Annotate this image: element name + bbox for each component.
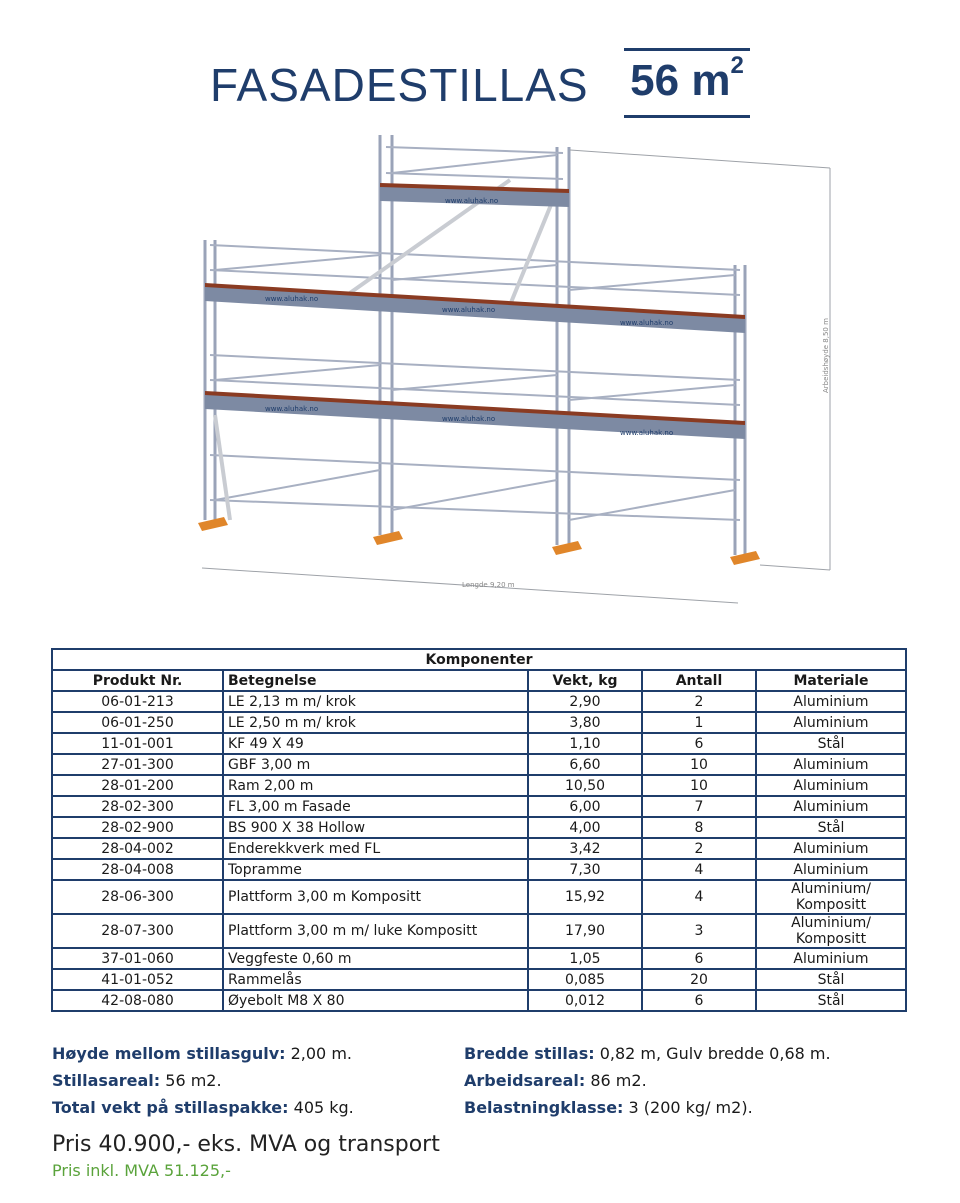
components-table [51, 648, 907, 1012]
table-cell: 37-01-060 [52, 948, 223, 969]
col-header: Antall [642, 670, 756, 691]
table-cell: 4 [642, 880, 756, 914]
table-cell: 2 [642, 691, 756, 712]
table-cell: 8 [642, 817, 756, 838]
table-row [52, 969, 906, 990]
length-label: Lengde 9,20 m [462, 581, 515, 589]
table-cell: 6 [642, 948, 756, 969]
table-row [52, 914, 906, 948]
scaffold-drawing [190, 125, 850, 620]
table-cell: Stål [756, 817, 906, 838]
table-cell: 28-02-300 [52, 796, 223, 817]
spec-line [464, 1094, 831, 1121]
table-cell: 10 [642, 754, 756, 775]
table-cell: Aluminium [756, 691, 906, 712]
table-cell: 1 [642, 712, 756, 733]
table-row [52, 691, 906, 712]
table-cell: 4,00 [528, 817, 642, 838]
col-header: Produkt Nr. [52, 670, 223, 691]
table-cell: Stål [756, 733, 906, 754]
table-cell: Stål [756, 969, 906, 990]
table-cell: 28-02-900 [52, 817, 223, 838]
table-cell: 10 [642, 775, 756, 796]
spec-value: 2,00 m. [285, 1044, 352, 1063]
table-cell: 6,60 [528, 754, 642, 775]
table-cell: Aluminium [756, 948, 906, 969]
specs-right [464, 1040, 831, 1121]
spec-value: 3 (200 kg/ m2). [623, 1098, 753, 1117]
table-cell: 0,012 [528, 990, 642, 1011]
table-cell: 15,92 [528, 880, 642, 914]
table-cell: Øyebolt M8 X 80 [223, 990, 528, 1011]
table-cell: 20 [642, 969, 756, 990]
table-cell: Aluminium/ Kompositt [756, 914, 906, 948]
spec-value: 56 m2. [160, 1071, 222, 1090]
table-cell: 1,10 [528, 733, 642, 754]
spec-value: 405 kg. [288, 1098, 354, 1117]
brand-label: www.aluhak.no [445, 197, 499, 205]
table-row [52, 775, 906, 796]
table-cell: 2 [642, 838, 756, 859]
spec-value: 86 m2. [585, 1071, 647, 1090]
spec-line [52, 1094, 354, 1121]
spec-line [464, 1067, 831, 1094]
table-cell: 7 [642, 796, 756, 817]
brand-label: www.aluhak.no [442, 306, 496, 314]
table-cell: BS 900 X 38 Hollow [223, 817, 528, 838]
brand-label: www.aluhak.no [265, 405, 319, 413]
table-cell: 42-08-080 [52, 990, 223, 1011]
col-header: Materiale [756, 670, 906, 691]
spec-line [52, 1040, 354, 1067]
table-cell: Plattform 3,00 m Kompositt [223, 880, 528, 914]
table-cell: 0,085 [528, 969, 642, 990]
table-cell: Aluminium/ Kompositt [756, 880, 906, 914]
table-cell: 28-01-200 [52, 775, 223, 796]
table-cell: 4 [642, 859, 756, 880]
table-cell: 7,30 [528, 859, 642, 880]
table-cell: 10,50 [528, 775, 642, 796]
table-cell: 41-01-052 [52, 969, 223, 990]
table-cell: 1,05 [528, 948, 642, 969]
table-cell: Aluminium [756, 796, 906, 817]
table-cell: FL 3,00 m Fasade [223, 796, 528, 817]
table-cell: 28-07-300 [52, 914, 223, 948]
price-main: Pris 40.900,- eks. MVA og transport [52, 1132, 440, 1157]
table-caption: Komponenter [52, 649, 906, 670]
table-cell: 6,00 [528, 796, 642, 817]
table-cell: Enderekkverk med FL [223, 838, 528, 859]
table-cell: Veggfeste 0,60 m [223, 948, 528, 969]
table-cell: 06-01-250 [52, 712, 223, 733]
height-label: Arbeidshøyde 8,50 m [822, 318, 830, 393]
table-cell: 3 [642, 914, 756, 948]
table-row [52, 712, 906, 733]
area-sup: 2 [730, 52, 744, 79]
spec-value: 0,82 m, Gulv bredde 0,68 m. [594, 1044, 831, 1063]
table-cell: 6 [642, 733, 756, 754]
spec-label: Stillasareal: [52, 1071, 161, 1090]
table-cell: Ram 2,00 m [223, 775, 528, 796]
spec-label: Belastningklasse: [464, 1098, 624, 1117]
table-cell: Plattform 3,00 m m/ luke Kompositt [223, 914, 528, 948]
col-header: Betegnelse [223, 670, 528, 691]
table-cell: 28-04-002 [52, 838, 223, 859]
brand-label: www.aluhak.no [442, 415, 496, 423]
col-header: Vekt, kg [528, 670, 642, 691]
table-cell: 11-01-001 [52, 733, 223, 754]
table-cell: GBF 3,00 m [223, 754, 528, 775]
table-cell: 28-04-008 [52, 859, 223, 880]
table-row [52, 733, 906, 754]
table-cell: 2,90 [528, 691, 642, 712]
table-row [52, 838, 906, 859]
table-cell: Aluminium [756, 859, 906, 880]
table-cell: 06-01-213 [52, 691, 223, 712]
spec-label: Høyde mellom stillasgulv: [52, 1044, 286, 1063]
brand-label: www.aluhak.no [620, 429, 674, 437]
table-cell: 28-06-300 [52, 880, 223, 914]
table-row [52, 796, 906, 817]
table-row [52, 754, 906, 775]
spec-line [52, 1067, 354, 1094]
table-cell: Topramme [223, 859, 528, 880]
brand-label: www.aluhak.no [265, 295, 319, 303]
specs-left [52, 1040, 354, 1121]
brand-label: www.aluhak.no [620, 319, 674, 327]
area-value: 56 m [630, 56, 731, 105]
header [0, 48, 960, 128]
spec-label: Bredde stillas: [464, 1044, 595, 1063]
table-cell: 17,90 [528, 914, 642, 948]
table-cell: Aluminium [756, 712, 906, 733]
table-cell: 27-01-300 [52, 754, 223, 775]
table-cell: 3,80 [528, 712, 642, 733]
table-row [52, 880, 906, 914]
table-cell: Aluminium [756, 775, 906, 796]
table-cell: Stål [756, 990, 906, 1011]
spec-label: Total vekt på stillaspakke: [52, 1098, 289, 1117]
table-row [52, 990, 906, 1011]
table-cell: Rammelås [223, 969, 528, 990]
table-cell: LE 2,50 m m/ krok [223, 712, 528, 733]
table-cell: KF 49 X 49 [223, 733, 528, 754]
spec-line [464, 1040, 831, 1067]
spec-label: Arbeidsareal: [464, 1071, 586, 1090]
table-cell: LE 2,13 m m/ krok [223, 691, 528, 712]
table-cell: 3,42 [528, 838, 642, 859]
table-cell: Aluminium [756, 754, 906, 775]
price-incl-vat: Pris inkl. MVA 51.125,- [52, 1161, 231, 1180]
page-title: FASADESTILLAS [210, 59, 589, 111]
table-row [52, 948, 906, 969]
table-cell: 6 [642, 990, 756, 1011]
table-row [52, 817, 906, 838]
area-badge [624, 48, 750, 118]
table-cell: Aluminium [756, 838, 906, 859]
table-row [52, 859, 906, 880]
